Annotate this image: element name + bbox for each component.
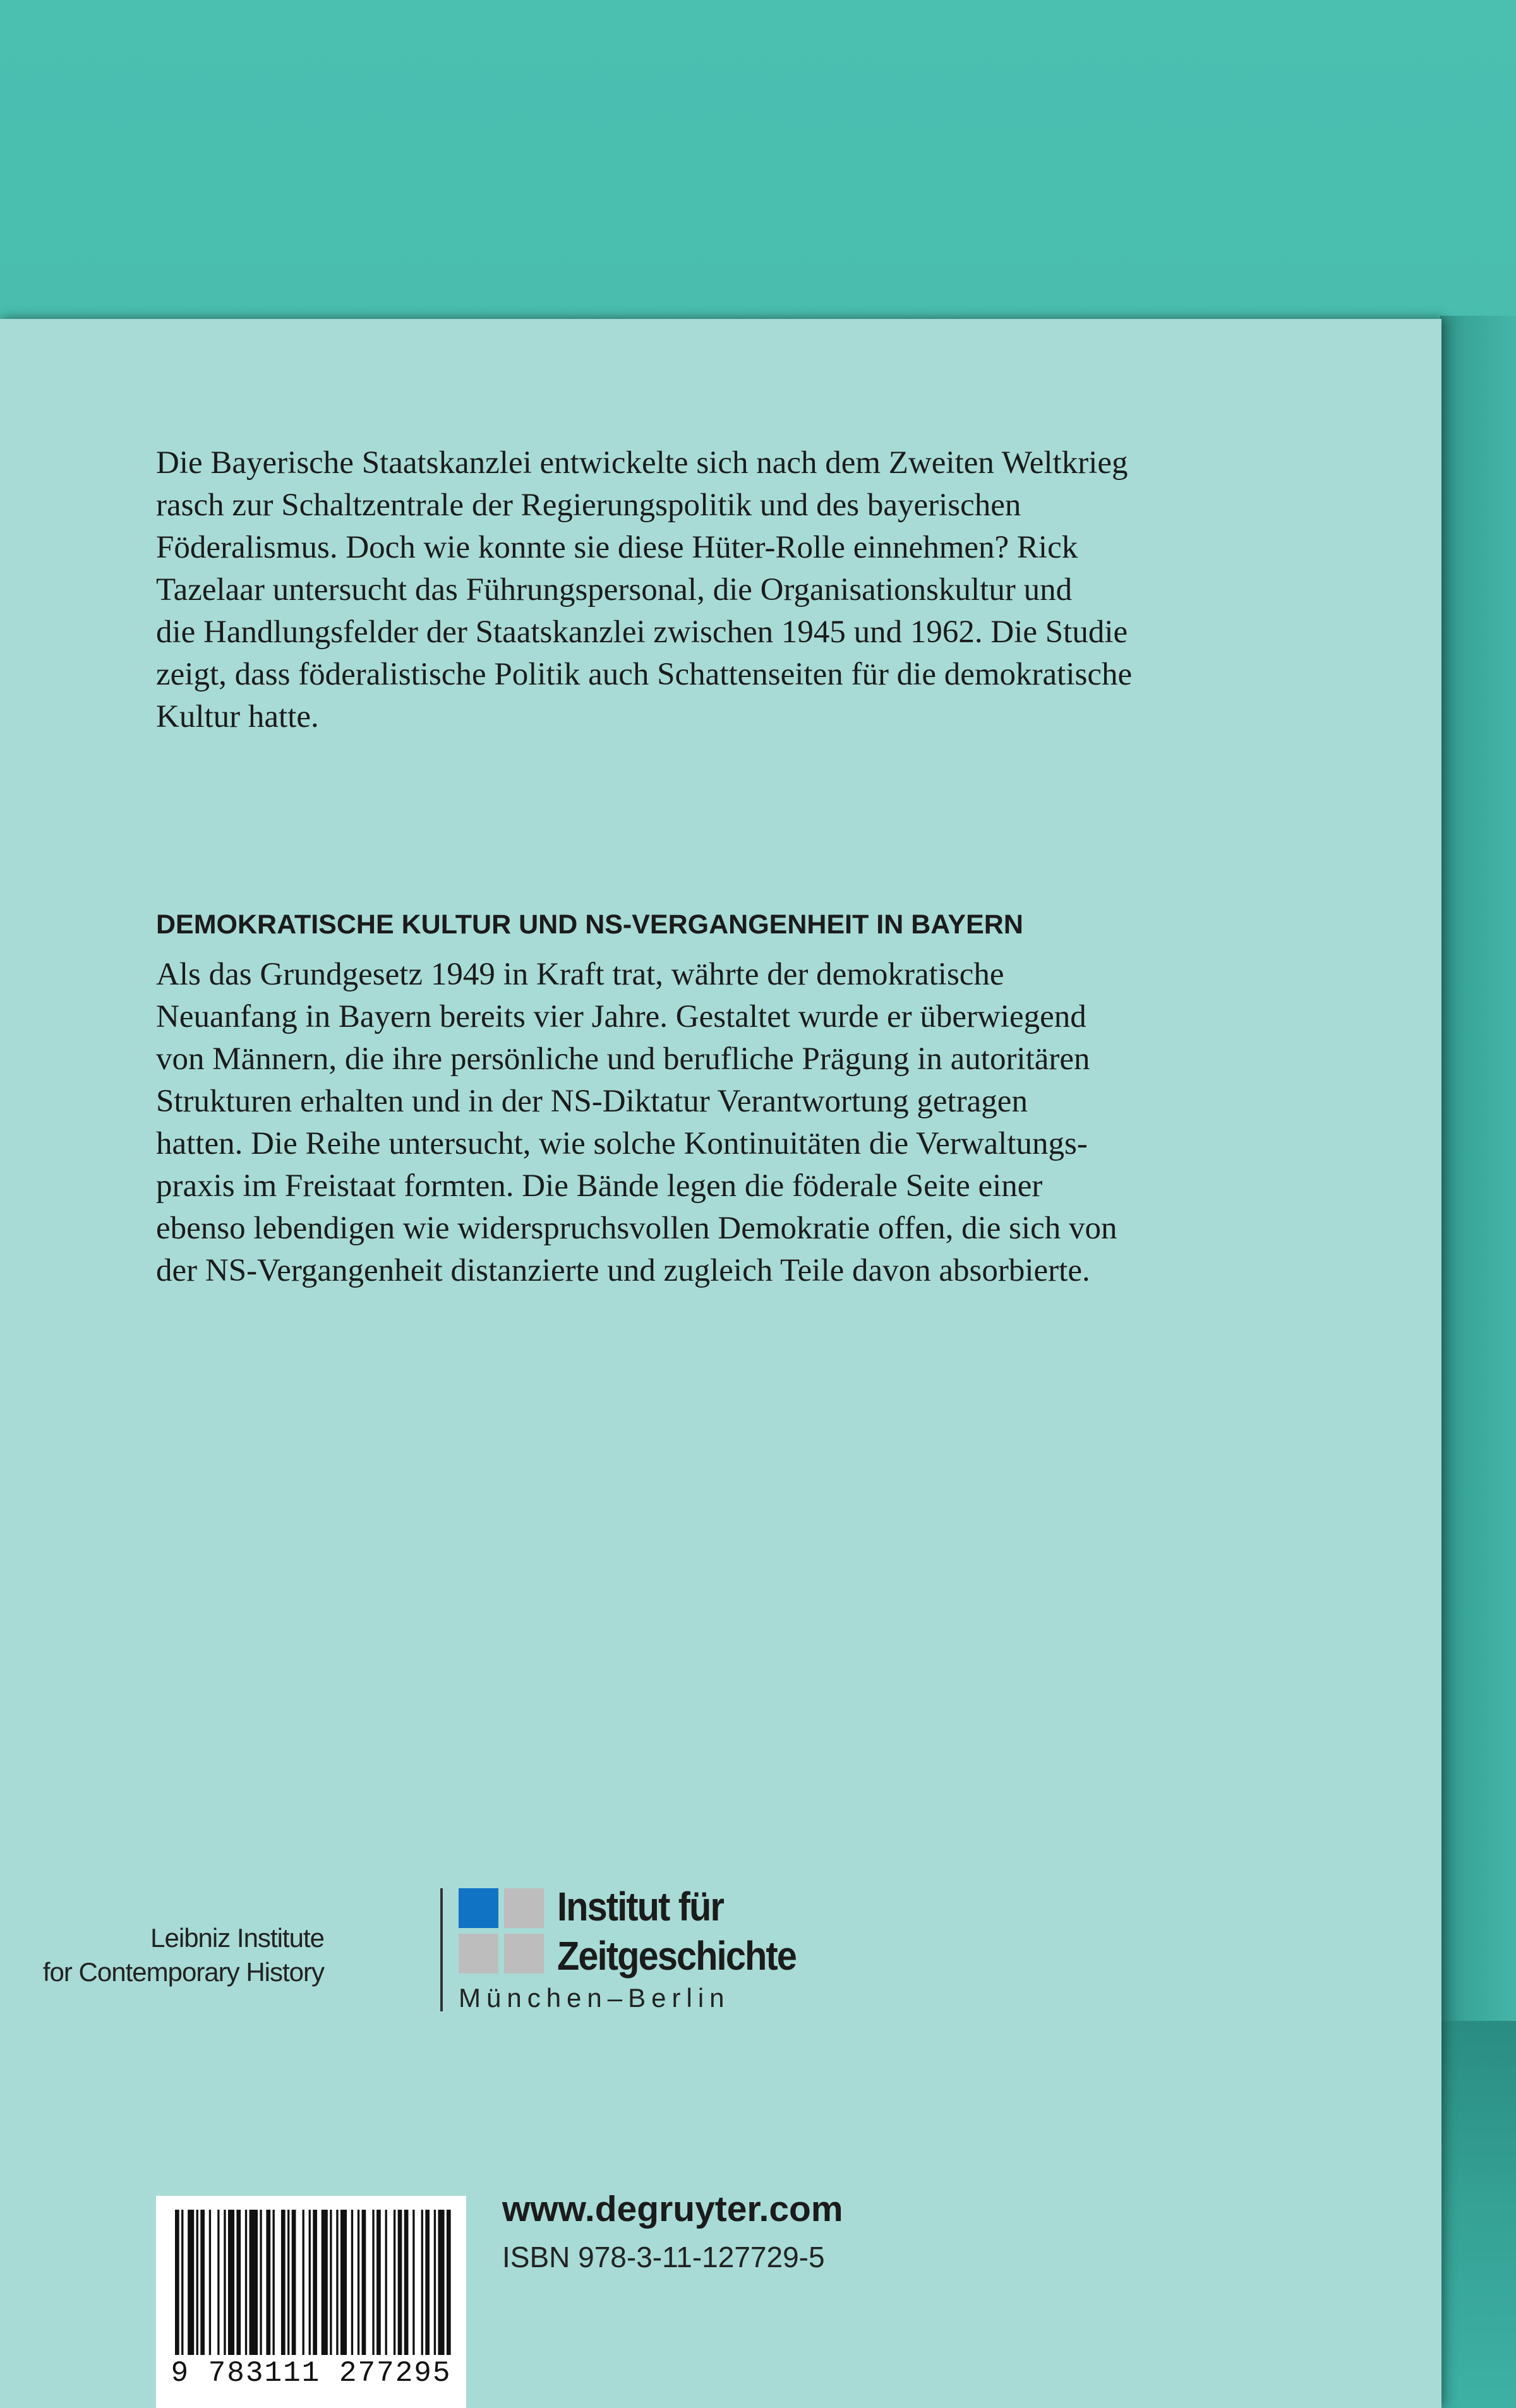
barcode-bar bbox=[266, 2210, 270, 2355]
barcode-bar bbox=[292, 2210, 296, 2355]
barcode-bar bbox=[224, 2210, 226, 2355]
barcode-bar bbox=[260, 2210, 262, 2355]
logo-square-grey bbox=[504, 1934, 544, 1974]
barcode-bar bbox=[398, 2210, 402, 2355]
barcode-bar bbox=[228, 2210, 234, 2355]
blurb-line: rasch zur Schaltzentrale der Regierungspolitik und des bayerischen bbox=[156, 488, 1021, 523]
barcode-bars-icon bbox=[175, 2210, 453, 2355]
barcode-bar bbox=[322, 2210, 328, 2355]
series-line: ebenso lebendigen wie widerspruchsvollen Demokratie offen, die sich von bbox=[156, 1211, 1117, 1246]
barcode-bar bbox=[309, 2210, 311, 2355]
barcode-bar bbox=[340, 2210, 347, 2355]
series-line: der NS-Vergangenheit distanzierte und zugleich Teile davon absorbierte. bbox=[156, 1253, 1090, 1288]
blurb-line: Tazelaar untersucht das Führungspersonal, die Organisationskultur und bbox=[156, 572, 1073, 608]
blurb-line: Die Bayerische Staatskanzlei entwickelte sich nach dem Zweiten Weltkrieg bbox=[156, 445, 1128, 481]
barcode-bar bbox=[181, 2210, 183, 2355]
logo-institute-name bbox=[557, 1882, 796, 1980]
barcode-bar bbox=[313, 2210, 317, 2355]
barcode-bar bbox=[385, 2210, 387, 2355]
series-line: Neuanfang in Bayern bereits vier Jahre. Gestaltet wurde er überwiegend bbox=[156, 999, 1086, 1034]
barcode-bar bbox=[447, 2210, 451, 2355]
background-band bbox=[1440, 2021, 1516, 2408]
barcode-bar bbox=[404, 2210, 409, 2355]
blurb-line: Föderalismus. Doch wie konnte sie diese Hüter-Rolle einnehmen? Rick bbox=[156, 530, 1078, 565]
logo-english-line2: for Contemporary History bbox=[42, 1957, 324, 1987]
barcode-bar bbox=[421, 2210, 423, 2355]
logo-city: München–Berlin bbox=[459, 1983, 730, 2013]
series-line: hatten. Die Reihe untersucht, wie solche Kontinuitäten die Verwaltungs- bbox=[156, 1126, 1088, 1161]
logo-english-name bbox=[43, 1921, 324, 1989]
blurb-line: die Handlungsfelder der Staatskanzlei zwischen 1945 und 1962. Die Studie bbox=[156, 614, 1128, 650]
blurb-line: Kultur hatte. bbox=[156, 699, 319, 734]
institute-logo bbox=[42, 1884, 977, 2027]
isbn-barcode bbox=[156, 2196, 466, 2408]
barcode-bar bbox=[438, 2210, 444, 2355]
barcode-bar bbox=[196, 2210, 198, 2355]
barcode-bar bbox=[188, 2210, 194, 2355]
blurb-line: zeigt, dass föderalistische Politik auch Schattenseiten für die demokratische bbox=[156, 657, 1133, 692]
barcode-bar bbox=[209, 2210, 211, 2355]
logo-name-line2: Zeitgeschichte bbox=[557, 1933, 797, 1979]
logo-square-grey bbox=[459, 1934, 498, 1974]
barcode-bar bbox=[281, 2210, 286, 2355]
book-blurb bbox=[156, 442, 1344, 738]
logo-square-blue bbox=[459, 1888, 498, 1928]
barcode-bar bbox=[351, 2210, 353, 2355]
publisher-url[interactable]: www.degruyter.com bbox=[502, 2189, 843, 2229]
barcode-bar bbox=[425, 2210, 430, 2355]
series-heading: DEMOKRATISCHE KULTUR UND NS-VERGANGENHEIT IN BAYERN bbox=[156, 909, 1023, 940]
logo-english-line1: Leibniz Institute bbox=[150, 1923, 324, 1953]
barcode-bar bbox=[287, 2210, 289, 2355]
logo-squares-icon bbox=[459, 1888, 547, 1977]
isbn-number: ISBN 978-3-11-127729-5 bbox=[502, 2241, 825, 2273]
barcode-bar bbox=[330, 2210, 332, 2355]
series-description bbox=[156, 954, 1356, 1292]
barcode-digits: 9 783111 277295 bbox=[171, 2357, 452, 2390]
barcode-bar bbox=[394, 2210, 395, 2355]
barcode-bar bbox=[200, 2210, 205, 2355]
series-line: Strukturen erhalten und in der NS-Diktatur Verantwortung getragen bbox=[156, 1084, 1028, 1119]
logo-name-line1: Institut für bbox=[557, 1884, 724, 1929]
barcode-bar bbox=[434, 2210, 436, 2355]
barcode-bar bbox=[412, 2210, 414, 2355]
barcode-bar bbox=[250, 2210, 258, 2355]
barcode-bar bbox=[303, 2210, 304, 2355]
barcode-bar bbox=[217, 2210, 219, 2355]
logo-square-grey bbox=[504, 1888, 544, 1928]
series-line: Als das Grundgesetz 1949 in Kraft trat, währte der demokratische bbox=[156, 957, 1004, 992]
logo-divider bbox=[440, 1888, 443, 2011]
series-line: praxis im Freistaat formten. Die Bände legen die föderale Seite einer bbox=[156, 1168, 1043, 1204]
barcode-bar bbox=[336, 2210, 338, 2355]
barcode-bar bbox=[358, 2210, 359, 2355]
barcode-bar bbox=[362, 2210, 366, 2355]
barcode-bar bbox=[175, 2210, 179, 2355]
barcode-bar bbox=[376, 2210, 381, 2355]
barcode-bar bbox=[245, 2210, 247, 2355]
barcode-bar bbox=[273, 2210, 275, 2355]
barcode-bar bbox=[236, 2210, 241, 2355]
back-cover-panel bbox=[0, 319, 1441, 2408]
barcode-bar bbox=[372, 2210, 374, 2355]
series-line: von Männern, die ihre persönliche und berufliche Prägung in autoritären bbox=[156, 1041, 1090, 1077]
